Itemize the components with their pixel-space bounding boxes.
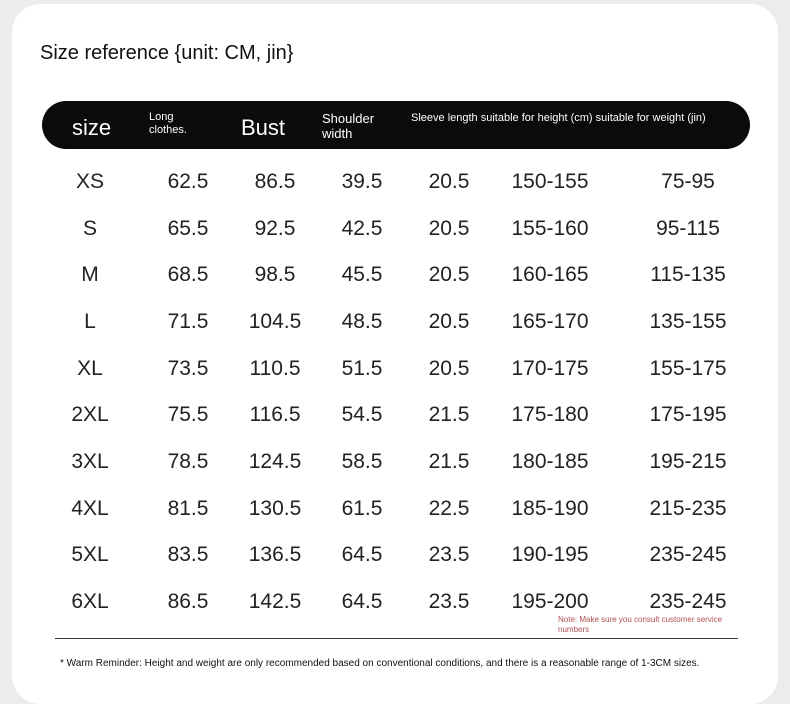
- table-cell: 95-115: [656, 217, 720, 240]
- header-long-line2: clothes.: [149, 123, 187, 136]
- table-cell: 75.5: [167, 403, 209, 426]
- table-cell: XL: [77, 357, 103, 380]
- header-shoulder-width: [322, 112, 374, 142]
- table-cell: 23.5: [428, 590, 470, 613]
- table-cell: 68.5: [167, 263, 209, 286]
- header-size: size: [72, 115, 112, 140]
- table-cell: 175-180: [511, 403, 589, 426]
- table-cell: 155-160: [511, 217, 589, 240]
- table-cell: 54.5: [341, 403, 383, 426]
- table-cell: 71.5: [167, 310, 209, 333]
- table-row: [0, 310, 790, 340]
- table-cell: 170-175: [511, 357, 589, 380]
- table-cell: 4XL: [71, 497, 109, 520]
- table-cell: 86.5: [167, 590, 209, 613]
- header-shoulder-line2: width: [322, 125, 353, 141]
- header-sleeve-height-weight: Sleeve length suitable for height (cm) suitable for weight (jin): [411, 112, 706, 124]
- table-cell: 98.5: [254, 263, 296, 286]
- table-row: [0, 357, 790, 387]
- table-cell: 180-185: [511, 450, 589, 473]
- table-cell: 61.5: [341, 497, 383, 520]
- table-cell: 3XL: [71, 450, 109, 473]
- table-cell: 155-175: [649, 357, 727, 380]
- warm-reminder: * Warm Reminder: Height and weight are only recommended based on conventional conditions, and there is a reasonable range of 1-3CM sizes.: [60, 658, 700, 669]
- table-cell: 190-195: [511, 543, 589, 566]
- table-cell: 175-195: [649, 403, 727, 426]
- header-bust: Bust: [241, 115, 286, 140]
- table-cell: 48.5: [341, 310, 383, 333]
- table-cell: 81.5: [167, 497, 209, 520]
- table-cell: L: [84, 310, 96, 333]
- table-cell: 130.5: [248, 497, 302, 520]
- table-cell: 136.5: [248, 543, 302, 566]
- table-cell: 78.5: [167, 450, 209, 473]
- table-cell: 235-245: [649, 543, 727, 566]
- table-cell: 65.5: [167, 217, 209, 240]
- table-cell: XS: [75, 170, 105, 193]
- header-long-clothes: [149, 111, 187, 136]
- table-cell: 62.5: [167, 170, 209, 193]
- table-cell: 185-190: [511, 497, 589, 520]
- table-cell: 42.5: [341, 217, 383, 240]
- table-cell: 195-215: [649, 450, 727, 473]
- table-cell: 235-245: [649, 590, 727, 613]
- table-cell: 83.5: [167, 543, 209, 566]
- table-cell: 92.5: [254, 217, 296, 240]
- table-cell: 21.5: [428, 450, 470, 473]
- table-cell: 20.5: [428, 170, 470, 193]
- table-cell: 115-135: [650, 263, 726, 286]
- table-cell: 58.5: [341, 450, 383, 473]
- table-cell: 116.5: [249, 403, 301, 426]
- table-cell: S: [82, 217, 98, 240]
- table-cell: 6XL: [71, 590, 109, 613]
- table-cell: 20.5: [428, 217, 470, 240]
- table-cell: 64.5: [341, 543, 383, 566]
- table-cell: 142.5: [248, 590, 302, 613]
- table-cell: 23.5: [428, 543, 470, 566]
- table-cell: 104.5: [248, 310, 302, 333]
- table-cell: 135-155: [649, 310, 727, 333]
- header-shoulder-line1: Shoulder: [322, 111, 375, 126]
- table-cell: 75-95: [661, 170, 715, 193]
- header-long-line1: Long: [149, 111, 174, 123]
- table-row: [0, 170, 790, 200]
- divider: [55, 638, 738, 639]
- table-cell: 64.5: [341, 590, 383, 613]
- table-row: [0, 217, 790, 247]
- table-cell: 5XL: [71, 543, 109, 566]
- table-cell: 21.5: [428, 403, 470, 426]
- table-cell: 165-170: [511, 310, 589, 333]
- table-cell: 20.5: [428, 357, 470, 380]
- table-cell: 45.5: [341, 263, 383, 286]
- table-cell: 195-200: [511, 590, 589, 613]
- table-row: [0, 403, 790, 433]
- table-cell: 2XL: [71, 403, 109, 426]
- table-cell: 20.5: [428, 310, 470, 333]
- table-cell: 86.5: [254, 170, 296, 193]
- table-row: [0, 543, 790, 573]
- table-cell: 150-155: [511, 170, 589, 193]
- page-title: Size reference {unit: CM, jin}: [40, 42, 294, 64]
- table-cell: M: [81, 263, 99, 286]
- table-cell: 110.5: [249, 357, 301, 380]
- table-cell: 51.5: [341, 357, 383, 380]
- customer-service-note: Note: Make sure you consult customer service numbers: [558, 615, 723, 635]
- table-cell: 39.5: [341, 170, 383, 193]
- table-header: [42, 101, 750, 149]
- table-row: [0, 263, 790, 293]
- table-cell: 20.5: [428, 263, 470, 286]
- table-cell: 215-235: [649, 497, 727, 520]
- table-row: [0, 450, 790, 480]
- table-row: [0, 497, 790, 527]
- table-cell: 22.5: [428, 497, 470, 520]
- table-cell: 73.5: [167, 357, 209, 380]
- table-cell: 160-165: [511, 263, 589, 286]
- table-cell: 124.5: [248, 450, 302, 473]
